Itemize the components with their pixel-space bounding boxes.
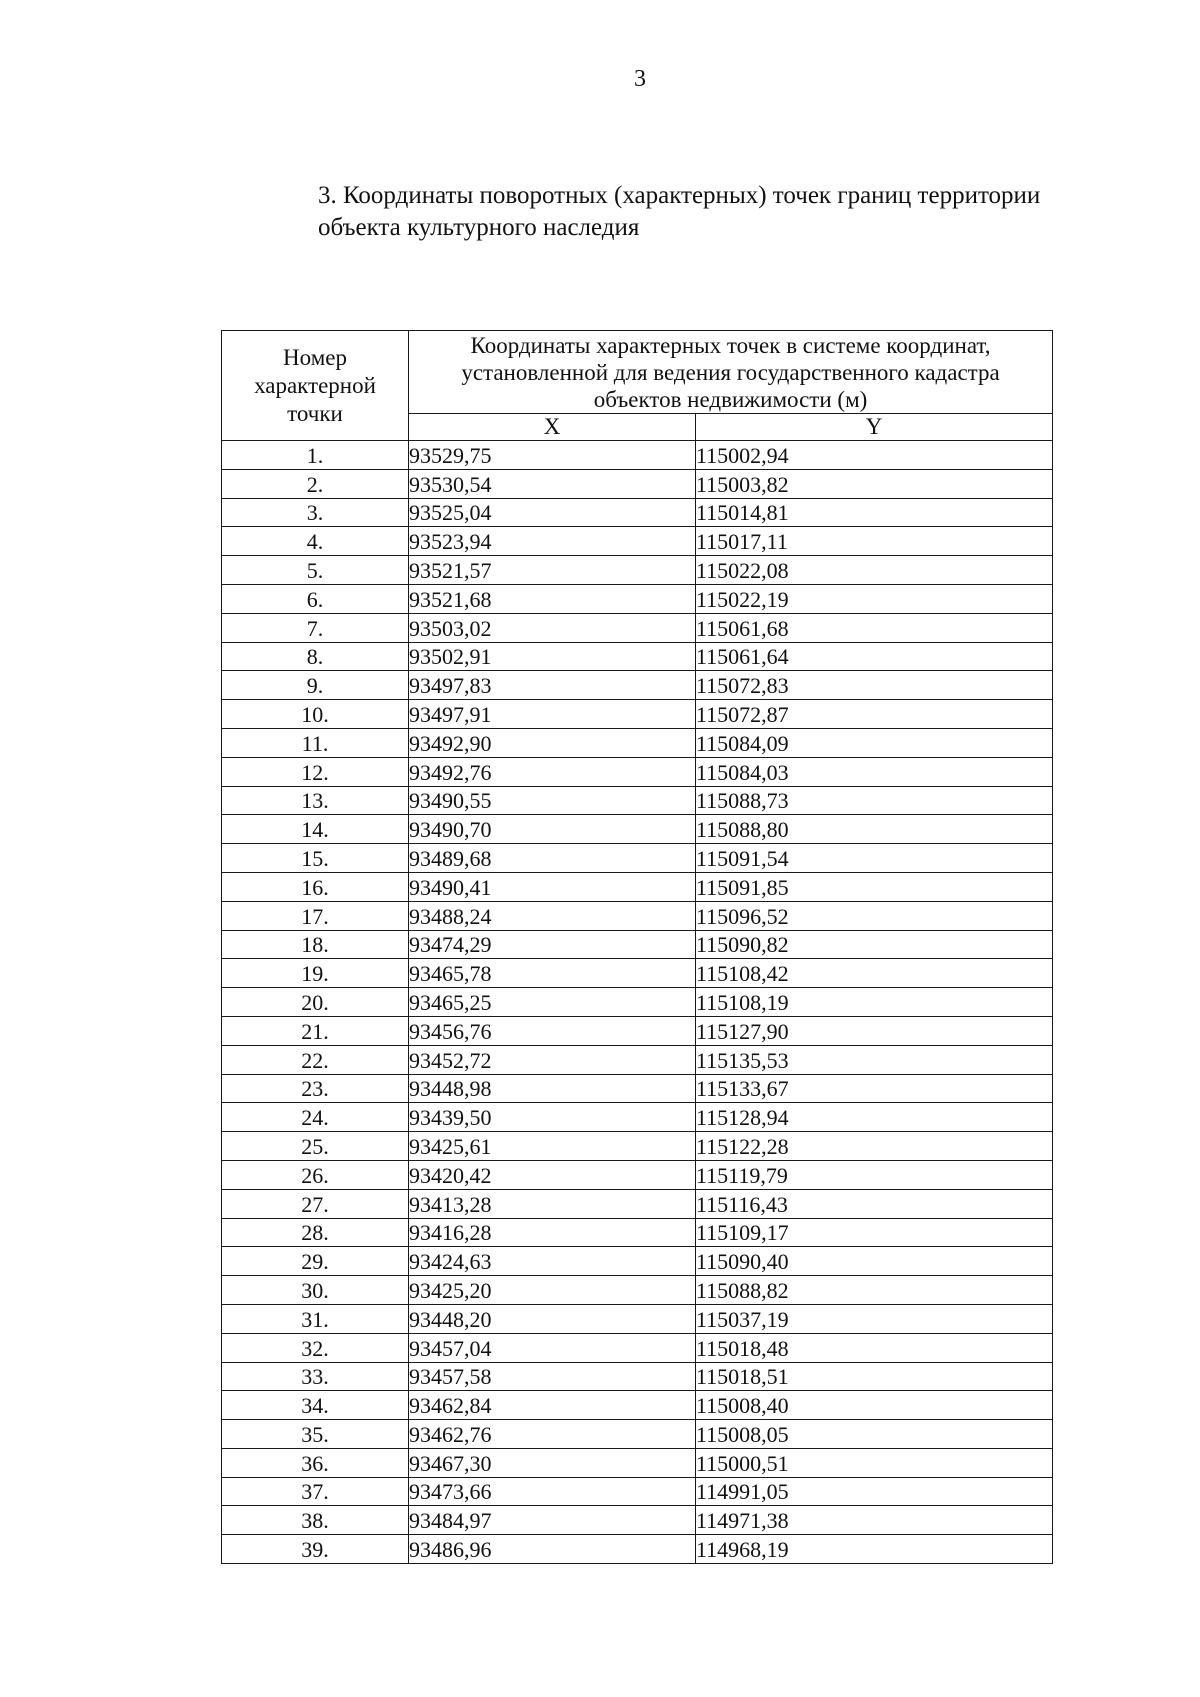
point-number-cell: 22. [222, 1045, 409, 1074]
x-coordinate-cell: 93462,84 [409, 1391, 696, 1420]
header-point-number-line-1: Номер [283, 344, 347, 370]
y-coordinate-cell: 115116,43 [696, 1189, 1053, 1218]
table-row [222, 815, 1053, 844]
x-coordinate-cell: 93457,58 [409, 1362, 696, 1391]
point-number-cell: 13. [222, 786, 409, 815]
x-coordinate-cell: 93416,28 [409, 1218, 696, 1247]
point-number-cell: 17. [222, 901, 409, 930]
x-coordinate-cell: 93462,76 [409, 1420, 696, 1449]
y-coordinate-cell: 115088,82 [696, 1276, 1053, 1305]
point-number-cell: 8. [222, 642, 409, 671]
table-body [222, 441, 1053, 1564]
table-row [222, 1132, 1053, 1161]
x-coordinate-cell: 93425,61 [409, 1132, 696, 1161]
point-number-cell: 23. [222, 1074, 409, 1103]
y-coordinate-cell: 115128,94 [696, 1103, 1053, 1132]
table-row [222, 556, 1053, 585]
point-number-cell: 14. [222, 815, 409, 844]
table-row [222, 1103, 1053, 1132]
x-coordinate-cell: 93502,91 [409, 642, 696, 671]
x-coordinate-cell: 93497,83 [409, 671, 696, 700]
point-number-cell: 36. [222, 1448, 409, 1477]
point-number-cell: 9. [222, 671, 409, 700]
point-number-cell: 15. [222, 844, 409, 873]
y-coordinate-cell: 115096,52 [696, 901, 1053, 930]
table-row [222, 1420, 1053, 1449]
y-coordinate-cell: 115088,73 [696, 786, 1053, 815]
x-coordinate-cell: 93521,68 [409, 584, 696, 613]
table-row [222, 728, 1053, 757]
table-row [222, 469, 1053, 498]
point-number-cell: 16. [222, 872, 409, 901]
y-coordinate-cell: 115061,64 [696, 642, 1053, 671]
point-number-cell: 29. [222, 1247, 409, 1276]
table-row [222, 1218, 1053, 1247]
point-number-cell: 25. [222, 1132, 409, 1161]
section-heading-line-2: объекта культурного наследия [318, 214, 640, 241]
point-number-cell: 39. [222, 1535, 409, 1564]
header-point-number-line-2: характерной [254, 372, 376, 398]
point-number-cell: 18. [222, 930, 409, 959]
x-coordinate-cell: 93486,96 [409, 1535, 696, 1564]
x-coordinate-cell: 93465,25 [409, 988, 696, 1017]
y-coordinate-cell: 115127,90 [696, 1016, 1053, 1045]
x-coordinate-cell: 93530,54 [409, 469, 696, 498]
table-header [222, 331, 1053, 441]
header-y: Y [696, 414, 1053, 441]
y-coordinate-cell: 115122,28 [696, 1132, 1053, 1161]
table-row [222, 1304, 1053, 1333]
table-row [222, 1477, 1053, 1506]
header-coordinates [409, 331, 1053, 414]
table-row [222, 1448, 1053, 1477]
y-coordinate-cell: 115084,09 [696, 728, 1053, 757]
y-coordinate-cell: 115037,19 [696, 1304, 1053, 1333]
y-coordinate-cell: 114971,38 [696, 1506, 1053, 1535]
table-row [222, 786, 1053, 815]
point-number-cell: 7. [222, 613, 409, 642]
point-number-cell: 4. [222, 527, 409, 556]
section-heading [318, 180, 1078, 244]
y-coordinate-cell: 115003,82 [696, 469, 1053, 498]
table-row [222, 1362, 1053, 1391]
table-row [222, 1391, 1053, 1420]
table-row [222, 1333, 1053, 1362]
x-coordinate-cell: 93456,76 [409, 1016, 696, 1045]
y-coordinate-cell: 115018,51 [696, 1362, 1053, 1391]
x-coordinate-cell: 93420,42 [409, 1160, 696, 1189]
table-row [222, 1074, 1053, 1103]
point-number-cell: 30. [222, 1276, 409, 1305]
y-coordinate-cell: 115090,40 [696, 1247, 1053, 1276]
table-row [222, 1506, 1053, 1535]
y-coordinate-cell: 115018,48 [696, 1333, 1053, 1362]
table-row [222, 642, 1053, 671]
point-number-cell: 35. [222, 1420, 409, 1449]
x-coordinate-cell: 93490,41 [409, 872, 696, 901]
table-row [222, 757, 1053, 786]
table-row [222, 441, 1053, 470]
table-row [222, 1247, 1053, 1276]
table-row [222, 584, 1053, 613]
section-heading-line-1: 3. Координаты поворотных (характерных) точек границ территории [318, 182, 1041, 209]
x-coordinate-cell: 93413,28 [409, 1189, 696, 1218]
table-row [222, 901, 1053, 930]
y-coordinate-cell: 115088,80 [696, 815, 1053, 844]
x-coordinate-cell: 93484,97 [409, 1506, 696, 1535]
point-number-cell: 20. [222, 988, 409, 1017]
point-number-cell: 34. [222, 1391, 409, 1420]
y-coordinate-cell: 115008,05 [696, 1420, 1053, 1449]
point-number-cell: 5. [222, 556, 409, 585]
point-number-cell: 2. [222, 469, 409, 498]
table-row [222, 930, 1053, 959]
table-row [222, 844, 1053, 873]
y-coordinate-cell: 115061,68 [696, 613, 1053, 642]
y-coordinate-cell: 115002,94 [696, 441, 1053, 470]
y-coordinate-cell: 115084,03 [696, 757, 1053, 786]
point-number-cell: 11. [222, 728, 409, 757]
point-number-cell: 19. [222, 959, 409, 988]
y-coordinate-cell: 115017,11 [696, 527, 1053, 556]
table-row [222, 872, 1053, 901]
x-coordinate-cell: 93424,63 [409, 1247, 696, 1276]
table-row [222, 671, 1053, 700]
point-number-cell: 6. [222, 584, 409, 613]
header-coordinates-line-2: установленной для ведения государственного кадастра [461, 359, 1000, 385]
x-coordinate-cell: 93497,91 [409, 700, 696, 729]
table-row [222, 1160, 1053, 1189]
y-coordinate-cell: 115022,08 [696, 556, 1053, 585]
x-coordinate-cell: 93452,72 [409, 1045, 696, 1074]
point-number-cell: 12. [222, 757, 409, 786]
header-coordinates-line-3: объектов недвижимости (м) [593, 386, 868, 412]
table-row [222, 959, 1053, 988]
y-coordinate-cell: 115109,17 [696, 1218, 1053, 1247]
point-number-cell: 31. [222, 1304, 409, 1333]
point-number-cell: 37. [222, 1477, 409, 1506]
y-coordinate-cell: 115014,81 [696, 498, 1053, 527]
y-coordinate-cell: 115119,79 [696, 1160, 1053, 1189]
header-point-number-line-3: точки [287, 400, 343, 426]
header-x: X [409, 414, 696, 441]
y-coordinate-cell: 114991,05 [696, 1477, 1053, 1506]
y-coordinate-cell: 115133,67 [696, 1074, 1053, 1103]
x-coordinate-cell: 93525,04 [409, 498, 696, 527]
table-row [222, 1016, 1053, 1045]
point-number-cell: 38. [222, 1506, 409, 1535]
x-coordinate-cell: 93465,78 [409, 959, 696, 988]
point-number-cell: 21. [222, 1016, 409, 1045]
table-row [222, 1045, 1053, 1074]
x-coordinate-cell: 93490,55 [409, 786, 696, 815]
y-coordinate-cell: 115108,42 [696, 959, 1053, 988]
point-number-cell: 3. [222, 498, 409, 527]
y-coordinate-cell: 114968,19 [696, 1535, 1053, 1564]
y-coordinate-cell: 115135,53 [696, 1045, 1053, 1074]
table-row [222, 700, 1053, 729]
point-number-cell: 1. [222, 441, 409, 470]
page-number: 3 [634, 66, 646, 92]
header-coordinates-line-1: Координаты характерных точек в системе координат, [470, 332, 991, 358]
x-coordinate-cell: 93425,20 [409, 1276, 696, 1305]
x-coordinate-cell: 93448,98 [409, 1074, 696, 1103]
table-row [222, 498, 1053, 527]
y-coordinate-cell: 115008,40 [696, 1391, 1053, 1420]
x-coordinate-cell: 93503,02 [409, 613, 696, 642]
y-coordinate-cell: 115091,54 [696, 844, 1053, 873]
y-coordinate-cell: 115091,85 [696, 872, 1053, 901]
y-coordinate-cell: 115000,51 [696, 1448, 1053, 1477]
x-coordinate-cell: 93473,66 [409, 1477, 696, 1506]
point-number-cell: 32. [222, 1333, 409, 1362]
x-coordinate-cell: 93521,57 [409, 556, 696, 585]
y-coordinate-cell: 115072,83 [696, 671, 1053, 700]
point-number-cell: 33. [222, 1362, 409, 1391]
table-row [222, 1189, 1053, 1218]
table-row [222, 613, 1053, 642]
y-coordinate-cell: 115022,19 [696, 584, 1053, 613]
x-coordinate-cell: 93474,29 [409, 930, 696, 959]
table-row [222, 527, 1053, 556]
y-coordinate-cell: 115072,87 [696, 700, 1053, 729]
x-coordinate-cell: 93492,76 [409, 757, 696, 786]
table-row [222, 988, 1053, 1017]
x-coordinate-cell: 93529,75 [409, 441, 696, 470]
x-coordinate-cell: 93492,90 [409, 728, 696, 757]
point-number-cell: 27. [222, 1189, 409, 1218]
point-number-cell: 28. [222, 1218, 409, 1247]
point-number-cell: 24. [222, 1103, 409, 1132]
table-row [222, 1535, 1053, 1564]
x-coordinate-cell: 93467,30 [409, 1448, 696, 1477]
y-coordinate-cell: 115090,82 [696, 930, 1053, 959]
x-coordinate-cell: 93448,20 [409, 1304, 696, 1333]
x-coordinate-cell: 93457,04 [409, 1333, 696, 1362]
x-coordinate-cell: 93489,68 [409, 844, 696, 873]
coordinates-table [221, 330, 1053, 1564]
x-coordinate-cell: 93490,70 [409, 815, 696, 844]
table-row [222, 1276, 1053, 1305]
header-point-number [222, 331, 409, 441]
x-coordinate-cell: 93439,50 [409, 1103, 696, 1132]
x-coordinate-cell: 93488,24 [409, 901, 696, 930]
x-coordinate-cell: 93523,94 [409, 527, 696, 556]
point-number-cell: 10. [222, 700, 409, 729]
y-coordinate-cell: 115108,19 [696, 988, 1053, 1017]
point-number-cell: 26. [222, 1160, 409, 1189]
